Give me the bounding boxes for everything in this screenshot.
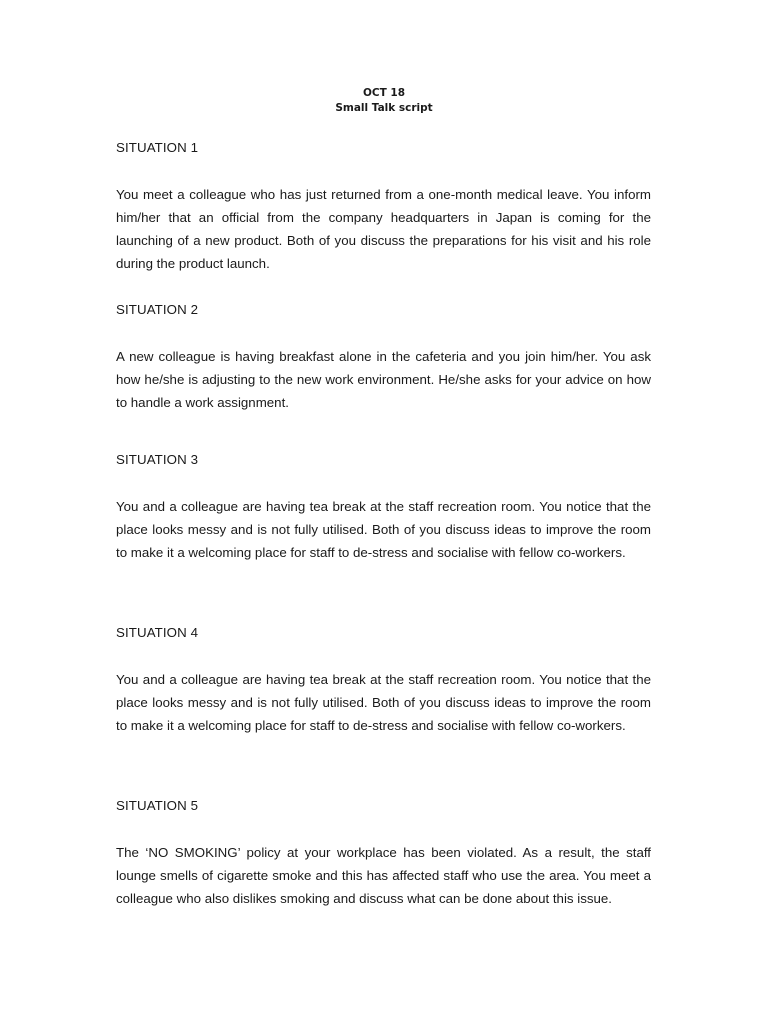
situation-5-heading: SITUATION 5 xyxy=(116,798,199,813)
situation-4 xyxy=(116,621,651,737)
situation-3-heading: SITUATION 3 xyxy=(116,452,199,467)
document-header xyxy=(0,86,768,116)
situation-5-text: The ‘NO SMOKING’ policy at your workplace has been violated. As a result, the staff lounge smells of cigarette smoke and this has affected staff who use the area. You meet a colleague who also dislikes smoking and discuss what can be done about this issue. xyxy=(116,845,651,906)
situation-1-heading: SITUATION 1 xyxy=(116,140,199,155)
situation-1-text: You meet a colleague who has just returned from a one-month medical leave. You inform him/her that an official from the company headquarters in Japan is coming for the launching of a new product. Both of you discuss the preparations for his visit and his role during the product launch. xyxy=(116,187,651,271)
situation-2-heading: SITUATION 2 xyxy=(116,302,199,317)
document-title: Small Talk script xyxy=(335,102,433,114)
situation-3 xyxy=(116,448,651,564)
situation-3-text: You and a colleague are having tea break at the staff recreation room. You notice that the place looks messy and is not fully utilised. Both of you discuss ideas to improve the room to make it a welcoming place for staff to de-stress and socialise with fellow co-workers. xyxy=(116,499,651,560)
document-date: OCT 18 xyxy=(362,87,406,99)
situation-1 xyxy=(116,136,651,275)
situation-4-text: You and a colleague are having tea break at the staff recreation room. You notice that the place looks messy and is not fully utilised. Both of you discuss ideas to improve the room to make it a welcoming place for staff to de-stress and socialise with fellow co-workers. xyxy=(116,672,651,733)
situation-2 xyxy=(116,298,651,414)
situation-2-text: A new colleague is having breakfast alone in the cafeteria and you join him/her. You ask how he/she is adjusting to the new work environment. He/she asks for your advice on how to handle a work assignment. xyxy=(116,349,651,410)
situation-5 xyxy=(116,794,651,910)
situation-4-heading: SITUATION 4 xyxy=(116,625,199,640)
